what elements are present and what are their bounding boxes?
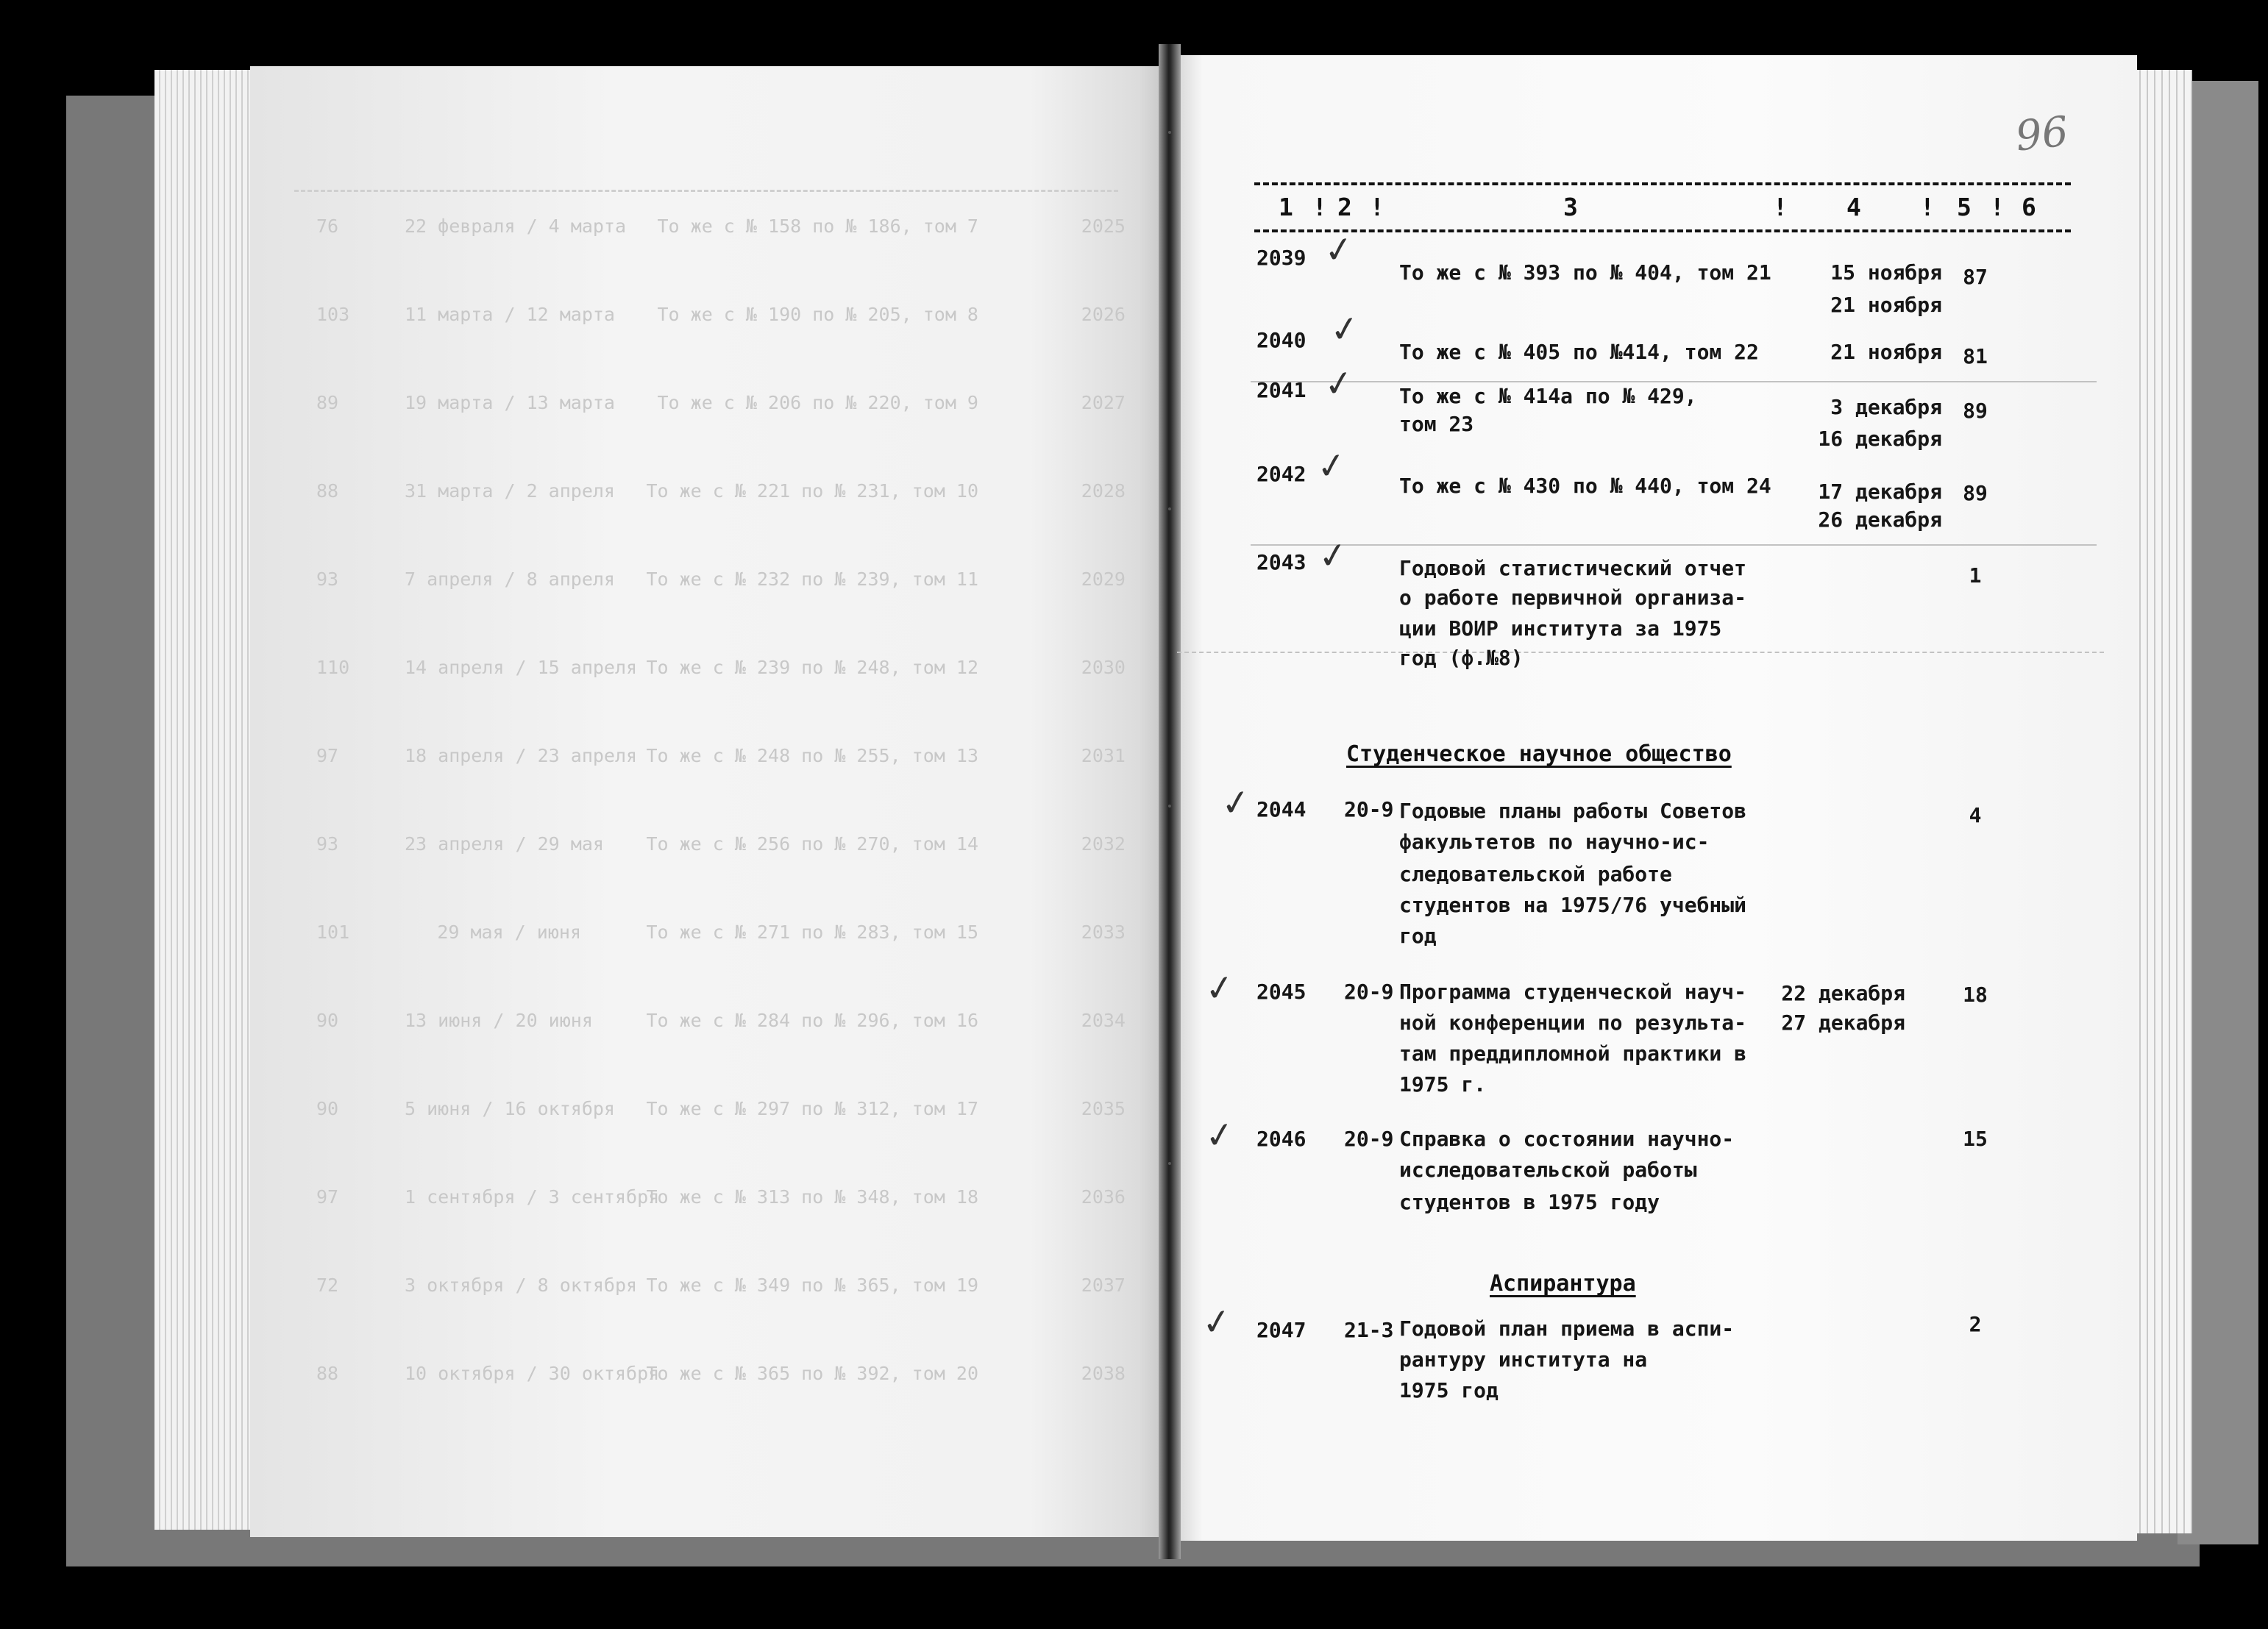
ghost-sheets: 93 [316,568,339,590]
entry-sheets: 18 [1963,983,1988,1007]
entry-date: 26 декабря [1818,507,1942,532]
check-mark-icon: ✓ [1202,1113,1237,1158]
entry-date: 16 декабря [1818,427,1942,451]
ghost-sheets: 110 [316,657,350,678]
entry-title-line: год (ф.№8) [1399,646,1524,670]
entry-title-line: исследовательской работы [1399,1158,1697,1182]
section-heading-postgrad: Аспирантура [1490,1271,1636,1297]
check-mark-icon: ✓ [1327,307,1362,352]
entry-title-line: То же с № 405 по №414, том 22 [1399,340,1759,364]
entry-number: 2040 [1256,328,1307,352]
entry-number: 2042 [1256,462,1307,486]
entry-index: 20-9 [1344,1127,1394,1151]
binding-mark [1168,131,1171,134]
header-rule-top [1254,182,2071,185]
entry-sheets: 87 [1963,265,1988,289]
binding-mark [1168,1162,1171,1165]
entry-title-line: 1975 г. [1399,1072,1487,1097]
entry-title-line: То же с № 393 по № 404, том 21 [1399,260,1771,285]
entry-number: 2039 [1256,246,1307,270]
column-header-4: 4 [1846,193,1861,221]
column-divider: ! [1920,193,1935,221]
check-mark-icon: ✓ [1199,1300,1234,1345]
ghost-dates: 10 октября / 30 октября [405,1363,660,1384]
ghost-num: 2033 [1081,922,1126,943]
entry-title-line: студентов на 1975/76 учебный [1399,893,1747,917]
ghost-dates: 29 мая / июня [437,922,581,943]
entry-title-line: о работе первичной организа- [1399,585,1747,610]
entry-number: 2043 [1256,550,1307,574]
ghost-dates: 5 июня / 16 октября [405,1098,615,1119]
header-rule-bottom [1254,229,2071,232]
ghost-desc: То же с № 248 по № 255, том 13 [646,745,978,766]
column-divider: ! [1370,193,1384,221]
ghost-desc: То же с № 239 по № 248, том 12 [646,657,978,678]
check-mark-icon: ✓ [1314,443,1349,489]
ghost-desc: То же с № 256 по № 270, том 14 [646,833,978,855]
ghost-sheets: 88 [316,480,339,502]
column-divider: ! [1990,193,2005,221]
ghost-sheets: 76 [316,215,339,237]
ghost-num: 2027 [1081,392,1126,413]
check-mark-icon: ✓ [1218,780,1254,826]
ghost-dates: 22 февраля / 4 марта [405,215,627,237]
entry-title-line: 1975 год [1399,1378,1499,1402]
entry-number: 2041 [1256,378,1307,402]
entry-date: 3 декабря [1830,395,1942,419]
ghost-dates: 13 июня / 20 июня [405,1010,593,1031]
binding-mark [1168,507,1171,510]
ghost-desc: То же с № 221 по № 231, том 10 [646,480,978,502]
ghost-num: 2034 [1081,1010,1126,1031]
entry-date: 22 декабря [1781,981,1905,1005]
ghost-num: 2030 [1081,657,1126,678]
check-mark-icon: ✓ [1315,533,1351,579]
ghost-sheets: 90 [316,1010,339,1031]
ghost-dates: 19 марта / 13 марта [405,392,615,413]
entry-index: 21-3 [1344,1318,1394,1342]
entry-title-line: том 23 [1399,412,1474,436]
ghost-num: 2035 [1081,1098,1126,1119]
ghost-dates: 23 апреля / 29 мая [405,833,604,855]
entry-title-line: То же с № 414а по № 429, [1399,384,1697,408]
bleed-rule [1251,544,2097,546]
entry-title-line: ции ВОИР института за 1975 [1399,616,1722,641]
entry-date: 21 ноября [1830,340,1942,364]
column-divider: ! [1773,193,1788,221]
entry-title-line: Годовые планы работы Советов [1399,799,1747,823]
column-divider: ! [1312,193,1327,221]
ghost-desc: То же с № 365 по № 392, том 20 [646,1363,978,1384]
column-header-5: 5 [1957,193,1972,221]
entry-title-line: там преддипломной практики в [1399,1041,1747,1066]
section-heading-student-society: Студенческое научное общество [1346,741,1732,767]
ghost-num: 2038 [1081,1363,1126,1384]
entry-sheets: 89 [1963,399,1988,423]
ghost-desc: То же с № 158 по № 186, том 7 [657,215,978,237]
entry-index: 20-9 [1344,980,1394,1004]
ghost-sheets: 97 [316,1186,339,1208]
check-mark-icon: ✓ [1321,227,1357,273]
ghost-sheets: 93 [316,833,339,855]
column-header-1: 1 [1279,193,1293,221]
entry-number: 2047 [1256,1318,1307,1342]
column-header-2: 2 [1337,193,1352,221]
entry-date: 15 ноября [1830,260,1942,285]
ghost-desc: То же с № 284 по № 296, том 16 [646,1010,978,1031]
entry-title-line: студентов в 1975 году [1399,1190,1660,1214]
ghost-sheets: 103 [316,304,350,325]
entry-sheets: 15 [1963,1127,1988,1151]
ghost-num: 2029 [1081,568,1126,590]
ghost-desc: То же с № 313 по № 348, том 18 [646,1186,978,1208]
ghost-desc: То же с № 206 по № 220, том 9 [657,392,978,413]
entry-title-line: Программа студенческой науч- [1399,980,1747,1004]
ghost-sheets: 88 [316,1363,339,1384]
ghost-num: 2028 [1081,480,1126,502]
entry-title-line: год [1399,924,1437,948]
ghost-desc: То же с № 271 по № 283, том 15 [646,922,978,943]
column-header-6: 6 [2022,193,2036,221]
ghost-num: 2026 [1081,304,1126,325]
ghost-dates: 3 октября / 8 октября [405,1275,638,1296]
entry-title-line: Годовой план приема в аспи- [1399,1316,1735,1341]
entry-title-line: Справка о состоянии научно- [1399,1127,1735,1151]
ghost-dates: 31 марта / 2 апреля [405,480,615,502]
check-mark-icon: ✓ [1321,361,1357,407]
binding-mark [1168,805,1171,808]
ghost-dates: 18 апреля / 23 апреля [405,745,638,766]
ghost-num: 2025 [1081,215,1126,237]
entry-title-line: факультетов по научно-ис- [1399,830,1710,854]
entry-sheets: 4 [1969,803,1982,827]
entry-index: 20-9 [1344,797,1394,821]
ghost-sheets: 72 [316,1275,339,1296]
ghost-dates: 7 апреля / 8 апреля [405,568,615,590]
left-page [250,66,1166,1537]
ghost-num: 2036 [1081,1186,1126,1208]
ghost-num: 2032 [1081,833,1126,855]
entry-sheets: 81 [1963,344,1988,368]
entry-sheets: 1 [1969,563,1982,588]
ghost-desc: То же с № 349 по № 365, том 19 [646,1275,978,1296]
ghost-desc: То же с № 232 по № 239, том 11 [646,568,978,590]
entry-number: 2046 [1256,1127,1307,1151]
book-gutter [1159,44,1181,1559]
entry-date: 17 декабря [1818,480,1942,504]
ghost-dates: 1 сентября / 3 сентября [405,1186,660,1208]
entry-title-line: следовательской работе [1399,862,1672,886]
entry-title-line: ной конференции по результа- [1399,1010,1747,1035]
entry-sheets: 2 [1969,1312,1982,1336]
entry-title-line: То же с № 430 по № 440, том 24 [1399,474,1771,498]
entry-sheets: 89 [1963,481,1988,505]
column-header-3: 3 [1563,193,1578,221]
ghost-desc: То же с № 297 по № 312, том 17 [646,1098,978,1119]
ghost-dates: 11 марта / 12 марта [405,304,615,325]
ghost-sheets: 101 [316,922,350,943]
entry-number: 2044 [1256,797,1307,821]
ghost-num: 2037 [1081,1275,1126,1296]
entry-number: 2045 [1256,980,1307,1004]
ghost-sheets: 97 [316,745,339,766]
page-number-handwritten: 96 [2013,107,2071,161]
entry-date: 21 ноября [1830,293,1942,317]
ghost-num: 2031 [1081,745,1126,766]
entry-title-line: Годовой статистический отчет [1399,556,1747,580]
ghost-desc: То же с № 190 по № 205, том 8 [657,304,978,325]
entry-date: 27 декабря [1781,1010,1905,1035]
left-page-header-rule [294,190,1118,192]
ghost-dates: 14 апреля / 15 апреля [405,657,638,678]
ghost-sheets: 90 [316,1098,339,1119]
ghost-sheets: 89 [316,392,339,413]
check-mark-icon: ✓ [1202,966,1237,1011]
bleed-rule [1177,652,2104,653]
entry-title-line: рантуру института на [1399,1347,1648,1372]
